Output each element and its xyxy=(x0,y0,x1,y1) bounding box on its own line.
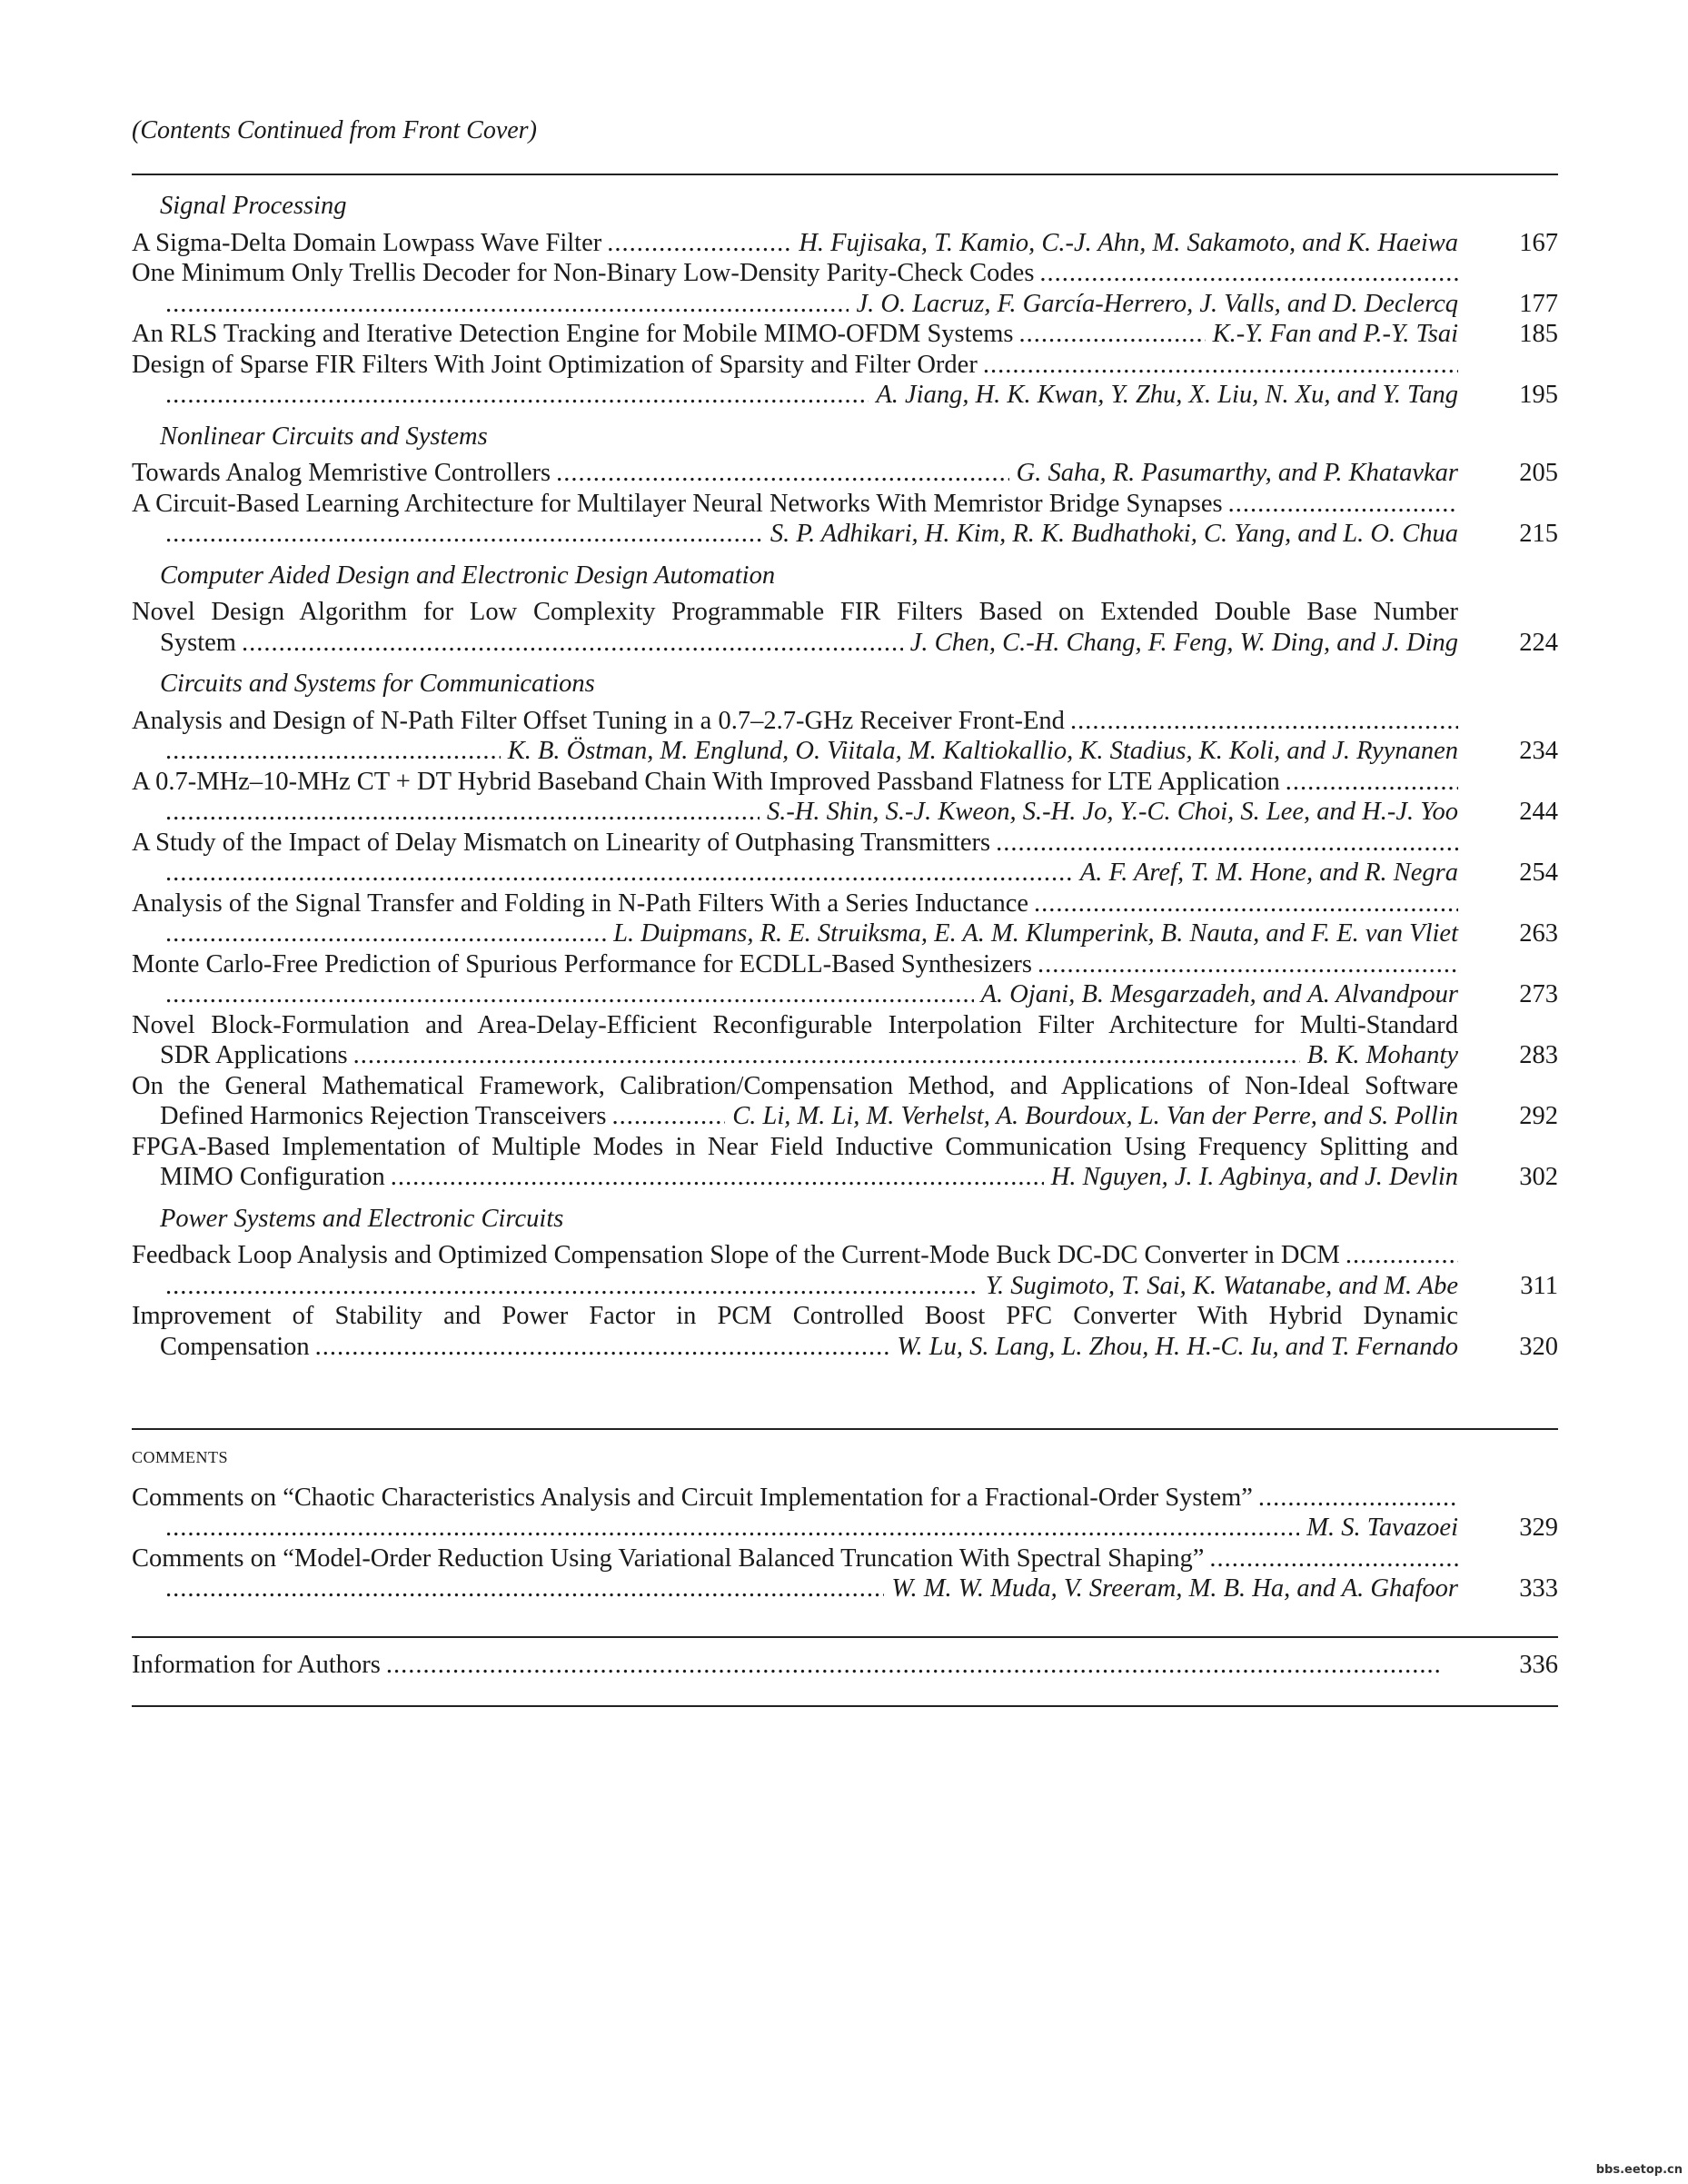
page-number: 244 xyxy=(1519,798,1558,826)
page-number: 320 xyxy=(1519,1332,1558,1361)
section-title: Circuits and Systems for Communications xyxy=(160,670,595,698)
toc-entry[interactable] xyxy=(132,458,1558,489)
entry-title: One Minimum Only Trellis Decoder for Non-Binary Low-Density Parity-Check Codes xyxy=(132,259,1035,287)
entry-line xyxy=(132,228,1458,259)
entry-title: An RLS Tracking and Iterative Detection Engine for Mobile MIMO-OFDM Systems xyxy=(132,320,1014,348)
dot-leader xyxy=(1013,319,1205,350)
page-number: 254 xyxy=(1519,859,1558,887)
page-number: 329 xyxy=(1519,1514,1558,1542)
entry-line xyxy=(132,918,1458,949)
entry-title: Monte Carlo-Free Prediction of Spurious Performance for ECDLL-Based Synthesizers xyxy=(132,949,1032,978)
entry-line xyxy=(132,350,1458,381)
entry-line xyxy=(132,949,1458,980)
toc-entry[interactable] xyxy=(132,949,1558,1010)
entry-authors: W. M. W. Muda, V. Sreeram, M. B. Ha, and A. Ghafoor xyxy=(891,1574,1458,1603)
entry-authors: H. Fujisaka, T. Kamio, C.-J. Ahn, M. Sakamoto, and K. Haeiwa xyxy=(799,228,1458,257)
entry-authors: L. Duipmans, R. E. Struiksma, E. A. M. Klumperink, B. Nauta, and F. E. van Vliet xyxy=(613,919,1458,948)
entry-line xyxy=(132,319,1458,350)
dot-leader xyxy=(1032,949,1458,980)
entry-line xyxy=(132,628,1458,659)
entry-title: Feedback Loop Analysis and Optimized Compensation Slope of the Current-Mode Buck DC-DC Converter in DCM xyxy=(132,1241,1340,1269)
page-number: 283 xyxy=(1519,1041,1558,1069)
entry-line xyxy=(132,519,1458,550)
page-number: 215 xyxy=(1519,520,1558,548)
entry-title: Design of Sparse FIR Filters With Joint Optimization of Sparsity and Filter Order xyxy=(132,350,978,379)
page-number: 234 xyxy=(1519,737,1558,765)
dot-leader xyxy=(1034,258,1458,289)
dot-leader xyxy=(160,289,849,320)
entry-line xyxy=(132,797,1458,828)
page-number: 185 xyxy=(1519,320,1558,348)
entry-line xyxy=(132,1101,1458,1132)
comments-label: COMMENTS xyxy=(132,1448,229,1466)
dot-leader xyxy=(160,918,606,949)
dot-leader xyxy=(385,1162,1044,1193)
toc-comments xyxy=(132,1443,1558,1604)
entry-line xyxy=(132,706,1458,737)
info-rule xyxy=(132,1636,1558,1638)
dot-leader xyxy=(160,519,763,550)
entry-authors: J. O. Lacruz, F. García-Herrero, J. Valls, and D. Declercq xyxy=(856,289,1458,318)
page-number: 273 xyxy=(1519,980,1558,1008)
toc-entry[interactable] xyxy=(132,1301,1558,1362)
entry-title: Improvement of Stability and Power Factor in PCM Controlled Boost PFC Converter With Hybrid Dynamic xyxy=(132,1302,1458,1330)
top-rule xyxy=(132,174,1558,175)
dot-leader xyxy=(1204,1544,1458,1574)
dot-leader xyxy=(1065,706,1458,737)
dot-leader xyxy=(607,1101,726,1132)
entry-line xyxy=(132,736,1458,767)
toc-entry[interactable] xyxy=(132,1132,1558,1193)
dot-leader xyxy=(1340,1240,1458,1271)
entry-authors: A. Jiang, H. K. Kwan, Y. Zhu, X. Liu, N. Xu, and Y. Tang xyxy=(876,381,1458,409)
dot-leader xyxy=(1223,489,1458,520)
entry-title: Information for Authors xyxy=(132,1651,381,1679)
entry-authors: S. P. Adhikari, H. Kim, R. K. Budhathoki, C. Yang, and L. O. Chua xyxy=(770,520,1458,548)
entry-title: FPGA-Based Implementation of Multiple Modes in Near Field Inductive Communication Using Frequency Splitting and xyxy=(132,1132,1458,1161)
toc-entry[interactable] xyxy=(132,767,1558,828)
entry-line xyxy=(132,289,1458,320)
entry-line xyxy=(132,1240,1458,1271)
toc-entry[interactable] xyxy=(132,706,1558,767)
entry-authors: K. B. Östman, M. Englund, O. Viitala, M. Kaltiokallio, K. Stadius, K. Koli, and J. Ryynanen xyxy=(507,737,1458,765)
entry-title: On the General Mathematical Framework, Calibration/Compensation Method, and Applications of Non-Ideal Software xyxy=(132,1071,1458,1100)
toc-entry[interactable] xyxy=(132,1240,1558,1301)
watermark: bbs.eetop.cn xyxy=(1595,2163,1683,2177)
entry-title: A 0.7-MHz–10-MHz CT + DT Hybrid Baseband Chain With Improved Passband Flatness for LTE Application xyxy=(132,767,1280,796)
dot-leader xyxy=(160,1573,884,1604)
entry-authors: C. Li, M. Li, M. Verhelst, A. Bourdoux, L. Van der Perre, and S. Pollin xyxy=(732,1102,1458,1130)
page-number: 333 xyxy=(1519,1574,1558,1603)
page-number: 177 xyxy=(1519,289,1558,318)
entry-authors: W. Lu, S. Lang, L. Zhou, H. H.-C. Iu, and T. Fernando xyxy=(897,1332,1458,1361)
entry-title: A Study of the Impact of Delay Mismatch on Linearity of Outphasing Transmitters xyxy=(132,828,991,857)
entry-authors: M. S. Tavazoei xyxy=(1306,1514,1458,1542)
entry-authors: K.-Y. Fan and P.-Y. Tsai xyxy=(1212,320,1458,348)
entry-line xyxy=(132,979,1458,1010)
section-title: Power Systems and Electronic Circuits xyxy=(160,1204,564,1233)
toc-entry[interactable] xyxy=(132,1544,1558,1604)
entry-title: Novel Block-Formulation and Area-Delay-Efficient Reconfigurable Interpolation Filter Architecture for Multi-Standard xyxy=(132,1010,1458,1039)
entry-title-cont: Compensation xyxy=(160,1332,310,1361)
entry-line xyxy=(132,767,1458,798)
page-number: 263 xyxy=(1519,919,1558,948)
dot-leader xyxy=(160,979,974,1010)
entry-line xyxy=(132,858,1458,888)
entry-title-cont: SDR Applications xyxy=(160,1041,348,1069)
section-title: Computer Aided Design and Electronic Design Automation xyxy=(160,561,776,590)
dot-leader xyxy=(310,1332,890,1363)
entry-authors: J. Chen, C.-H. Chang, F. Feng, W. Ding, and J. Ding xyxy=(909,628,1458,657)
page-number: 167 xyxy=(1519,228,1558,257)
dot-leader xyxy=(160,858,1073,888)
toc-entry[interactable] xyxy=(132,489,1558,550)
toc-entry[interactable] xyxy=(132,888,1558,949)
dot-leader xyxy=(160,736,501,767)
bottom-rule xyxy=(132,1705,1558,1707)
page-number: 311 xyxy=(1520,1271,1558,1300)
toc-entry[interactable] xyxy=(132,319,1558,350)
entry-line xyxy=(132,489,1458,520)
entry-line xyxy=(132,1573,1458,1604)
entry-line xyxy=(132,258,1458,289)
dot-leader xyxy=(160,1271,978,1302)
dot-leader xyxy=(236,628,903,659)
dot-leader xyxy=(160,1513,1299,1544)
page-number: 336 xyxy=(1519,1651,1558,1679)
entry-title: Comments on “Chaotic Characteristics Analysis and Circuit Implementation for a Fractional-Order System” xyxy=(132,1483,1253,1512)
entry-authors: G. Saha, R. Pasumarthy, and P. Khatavkar xyxy=(1016,459,1458,487)
dot-leader xyxy=(551,458,1009,489)
comments-rule xyxy=(132,1428,1558,1430)
entry-line xyxy=(132,1040,1458,1071)
dot-leader xyxy=(1028,888,1458,919)
entry-line xyxy=(132,1332,1458,1363)
dot-leader xyxy=(160,797,760,828)
entry-line xyxy=(132,828,1458,859)
entry-title: A Circuit-Based Learning Architecture for Multilayer Neural Networks With Memristor Bridge Synapses xyxy=(132,489,1223,518)
dot-leader xyxy=(381,1650,1440,1681)
entry-title-cont: MIMO Configuration xyxy=(160,1163,385,1191)
dot-leader xyxy=(348,1040,1300,1071)
entry-title-cont: Defined Harmonics Rejection Transceivers xyxy=(160,1102,607,1130)
entry-title: Analysis and Design of N-Path Filter Offset Tuning in a 0.7–2.7-GHz Receiver Front-End xyxy=(132,706,1065,735)
info-entry[interactable] xyxy=(132,1644,1558,1681)
page-number: 224 xyxy=(1519,628,1558,657)
entry-authors: H. Nguyen, J. I. Agbinya, and J. Devlin xyxy=(1050,1163,1458,1191)
dot-leader xyxy=(1280,767,1458,798)
entry-title-cont: System xyxy=(160,628,236,657)
entry-authors: A. F. Aref, T. M. Hone, and R. Negra xyxy=(1079,859,1458,887)
entry-title: Novel Design Algorithm for Low Complexity Programmable FIR Filters Based on Extended Double Base Number xyxy=(132,598,1458,626)
toc-main xyxy=(132,191,1558,1362)
entry-authors: S.-H. Shin, S.-J. Kweon, S.-H. Jo, Y.-C. Choi, S. Lee, and H.-J. Yoo xyxy=(766,798,1458,826)
entry-line xyxy=(132,1544,1458,1574)
dot-leader xyxy=(978,350,1458,381)
dot-leader xyxy=(1253,1483,1458,1514)
page-number: 205 xyxy=(1519,459,1558,487)
entry-line xyxy=(132,1483,1458,1514)
entry-title: Analysis of the Signal Transfer and Folding in N-Path Filters With a Series Inductance xyxy=(132,888,1028,918)
dot-leader xyxy=(601,228,791,259)
entry-authors: B. K. Mohanty xyxy=(1306,1041,1458,1069)
dot-leader xyxy=(160,380,869,411)
toc-entry[interactable] xyxy=(132,258,1558,319)
entry-title: Comments on “Model-Order Reduction Using Variational Balanced Truncation With Spectral Shaping” xyxy=(132,1544,1205,1573)
entry-line xyxy=(132,458,1458,489)
entry-authors: Y. Sugimoto, T. Sai, K. Watanabe, and M. Abe xyxy=(985,1271,1458,1300)
entry-line xyxy=(132,888,1458,919)
entry-title: Towards Analog Memristive Controllers xyxy=(132,459,551,487)
entry-line xyxy=(132,1513,1458,1544)
page-number: 302 xyxy=(1519,1163,1558,1191)
toc-entry[interactable] xyxy=(132,1071,1558,1132)
entry-line xyxy=(132,380,1458,411)
section-title: Signal Processing xyxy=(160,192,347,220)
entry-authors: A. Ojani, B. Mesgarzadeh, and A. Alvandpour xyxy=(980,980,1458,1008)
entry-line xyxy=(132,1162,1458,1193)
section-title: Nonlinear Circuits and Systems xyxy=(160,422,488,451)
toc-info xyxy=(132,1644,1558,1681)
toc-entry[interactable] xyxy=(132,828,1558,888)
entry-line xyxy=(132,1650,1440,1681)
toc-entry[interactable] xyxy=(132,597,1558,658)
dot-leader xyxy=(990,828,1458,859)
toc-entry[interactable] xyxy=(132,1010,1558,1071)
toc-entry[interactable] xyxy=(132,350,1558,411)
page-header: (Contents Continued from Front Cover) xyxy=(132,116,537,144)
toc-entry[interactable] xyxy=(132,228,1558,259)
entry-line xyxy=(132,1271,1458,1302)
page-number: 195 xyxy=(1519,381,1558,409)
entry-title: A Sigma-Delta Domain Lowpass Wave Filter xyxy=(132,228,602,257)
toc-entry[interactable] xyxy=(132,1483,1558,1544)
page-number: 292 xyxy=(1519,1102,1558,1130)
